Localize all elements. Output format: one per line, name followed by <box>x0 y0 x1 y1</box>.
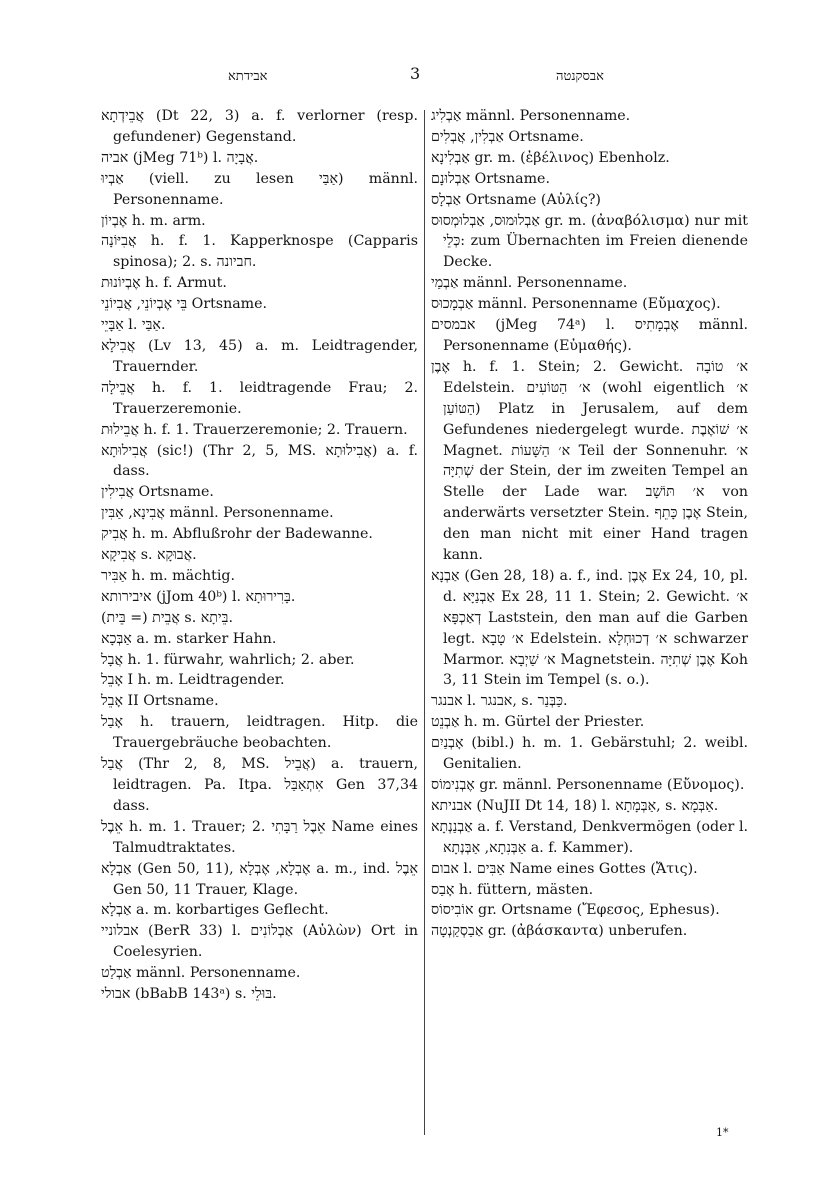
dictionary-entry: אַבְלוּנָם Ortsname. <box>431 170 550 187</box>
right-column <box>431 106 748 942</box>
dictionary-entry: אֲבִיק h. m. Abflußrohr der Badewanne. <box>101 526 373 543</box>
running-header <box>104 64 744 88</box>
dictionary-entry: אַבְלַט männl. Personenname. <box>101 965 301 982</box>
dictionary-entry: אֲבָל h. 1. fürwahr, wahrlich; 2. aber. <box>101 651 355 668</box>
dictionary-entry: אֲבִיקָא s. אֲבוּקָא. <box>101 547 197 564</box>
dictionary-entry: אבולי (bBabB 143ᵃ) s. בּוּלֵי. <box>101 986 277 1003</box>
dictionary-entry: אֲבִילוּתָא (sic!) (Thr 2, 5, MS. אֲבִילוּתָא) a. f. dass. <box>101 442 418 480</box>
dictionary-entry: אַבְלִין, אֲבְלִים Ortsname. <box>431 128 584 145</box>
dictionary-entry: אַבְלוּמוּס, אַבְלוּמְסוּס gr. m. (ἀναβόλισμα) nur mit כְּלֵי: zum Übernachten im Freien dienende Decke. <box>431 212 749 271</box>
dictionary-entry: אַבְלָא (Gen 50, 11), אֶבְלָא, אֶבְלָא a. m., ind. אֵבֶל Gen 50, 11 Trauer, Klage. <box>101 860 418 898</box>
dictionary-entry: אַבְנָא (Gen 28, 18) a. f., ind. אֶבֶן Ex 24, 10, pl. d. אַבְנַיָּא Ex 28, 11 1. Stein; 2. Gewicht. א׳ דְאַכְפָּא Laststein, den man auf die Garben legt. א׳ טָבָא Edelstein. א׳ דְכוּחְלָא schwarzer Marmor. א׳ שַׁיְבָא Magnetstein. אֶבֶן שְׁתִיָּה Koh 3, 11 Stein im Tempel (s. o.). <box>431 567 749 689</box>
signature-mark: 1* <box>716 1126 729 1139</box>
dictionary-entry: אבמסים (jMeg 74ᵃ) l. אֶבְמָתִיס männl. Personenname (Εὐμαθής). <box>431 317 748 354</box>
dictionary-entry: אַבְמָכוּס männl. Personenname (Εὔμαχος). <box>431 296 721 313</box>
dictionary-entry: אָבַל h. trauern, leidtragen. Hitp. die Trauergebräuche beobachten. <box>101 714 418 752</box>
header-right-catchword: אבסקנטה <box>556 69 604 84</box>
dictionary-entry: אֲבִילִין Ortsname. <box>101 484 214 501</box>
dictionary-entry: אֶבֶן h. f. 1. Stein; 2. Gewicht. א׳ טוֹבָה Edelstein. א׳ הַטּוֹעִים (wohl eigentlich א׳ הַטּוֹעַן) Platz in Jerusalem, auf dem Gefundenes niedergelegt wurde. א׳ שׁוֹאֶבֶת Magnet. א׳ הַשָּׁעוֹת Teil der Sonnenuhr. א׳ שְׁתִיָּה der Stein, der im zweiten Tempel an Stelle der Lade war. א׳ תּוֹשָׁב von anderwärts versetzter Stein. אֶבֶן כָּתֵף Stein, den man nicht mit einer Hand tragen kann. <box>431 358 749 564</box>
dictionary-entry: אוֹבִיסוֹס gr. Ortsname (Ἔφεσος, Ephesus). <box>431 902 720 919</box>
page-number: 3 <box>410 64 421 83</box>
dictionary-entry: אָבֵל I h. m. Leidtragender. <box>101 672 285 689</box>
dictionary-entry: אֲבִיּוֹנָה h. f. 1. Kapperknospe (Capparis spinosa); 2. s. חביונה. <box>101 233 418 271</box>
dictionary-entry: אבנגר l. אבנגר, s. כַּבְּנַר. <box>431 693 568 710</box>
dictionary-entry: אַבְלִיג männl. Personenname. <box>431 108 631 124</box>
dictionary-entry: אַבִּיר h. m. mächtig. <box>101 567 236 584</box>
dictionary-entry: אָבֵל II Ortsname. <box>101 693 219 710</box>
column-divider <box>424 110 425 1135</box>
dictionary-entry: אַבָּיֵי l. אַבַּי. <box>101 317 166 334</box>
dictionary-entry: אֲבֵילָה h. f. 1. leidtragende Frau; 2. Trauerzeremonie. <box>101 379 418 417</box>
dictionary-entry: אַבְנֵט h. m. Gürtel der Priester. <box>431 714 645 731</box>
dictionary-entry: אֲבֵילוּת h. f. 1. Trauerzeremonie; 2. Trauern. <box>101 421 408 438</box>
dictionary-entry: אֶבְנִימוֹס gr. männl. Personenname (Εὔνομος). <box>431 777 745 793</box>
dictionary-entry: בֵּי אֶבְיוֹנֵי, אֲבִיוֹנֵי Ortsname. <box>101 296 268 313</box>
dictionary-entry: אֶבְיוֹנוּת h. f. Armut. <box>101 275 227 292</box>
dictionary-entry: אַבְּכָא a. m. starker Hahn. <box>101 630 277 647</box>
dictionary-entry: אָבַס h. füttern, mästen. <box>431 881 594 898</box>
dictionary-entry: אָבְנַיִם (bibl.) h. m. 1. Gebärstuhl; 2. weibl. Genitalien. <box>431 735 748 773</box>
dictionary-entry: אֲבֵית (= בֵּית) s. בֵּיתָא. <box>101 609 233 626</box>
left-column <box>101 106 418 1005</box>
dictionary-entry: אַבְלִינָא gr. m. (ἐβέλινος) Ebenholz. <box>431 149 670 166</box>
dictionary-entry: איבירותא (jJom 40ᵇ) l. בָּרִירוּתָא. <box>101 588 296 605</box>
dictionary-entry: אַבְיוּ (viell. zu lesen אַבַּי) männl. Personenname. <box>101 170 419 208</box>
dictionary-entry: אבום l. אַבִּים Name eines Gottes (Ἄτις). <box>431 860 698 877</box>
dictionary-entry: אֵבֶל h. m. 1. Trauer; 2. אֵבֶל רַבָּתִי Name eines Talmudtraktates. <box>101 818 418 856</box>
dictionary-entry: אֲבִינָא, אַבִּין männl. Personenname. <box>101 505 334 522</box>
header-left-catchword: אבידתא <box>228 69 268 84</box>
dictionary-entry: אַבְמַי männl. Personenname. <box>431 275 628 292</box>
dictionary-entry: אבלוניי (BerR 33) l. אַבְלוֹנִים (Αὐλὼν) Ort in Coelesyrien. <box>101 923 419 961</box>
dictionary-entry: אבניתא (NuJII Dt 14, 18) l. אַבְּמָתָא, s. אַבְּמָא. <box>431 797 719 814</box>
dictionary-entry: אַבְנַנְתָא a. f. Verstand, Denkvermögen (oder l. אַבְּנִתָא, אַבְּנְתָא a. f. Kammer). <box>431 818 748 856</box>
dictionary-entry: אֶבְיוֹן h. m. arm. <box>101 212 206 229</box>
dictionary-entry: אַבְלָס Ortsname (Αὐλίς?) <box>431 191 601 208</box>
dictionary-entry: אביה (jMeg 71ᵇ) l. אֲבָיָה. <box>101 149 259 166</box>
dictionary-entry: אֲבַל (Thr 2, 8, MS. אֲבֵיל) a. trauern, leidtragen. Pa. Itpa. אִתְאַבַּל Gen 37,34 dass. <box>101 756 418 814</box>
dictionary-entry: אֲבֵידְתָא (Dt 22, 3) a. f. verlorner (resp. gefundener) Gegenstand. <box>101 108 418 145</box>
dictionary-entry: אַבַסְקַנְטָה gr. (ἀβάσκαντα) unberufen. <box>431 923 688 940</box>
dictionary-entry: אַבְלָא a. m. korbartiges Geflecht. <box>101 902 329 919</box>
dictionary-entry: אֲבִילָא (Lv 13, 45) a. m. Leidtragender, Trauernder. <box>101 337 418 375</box>
